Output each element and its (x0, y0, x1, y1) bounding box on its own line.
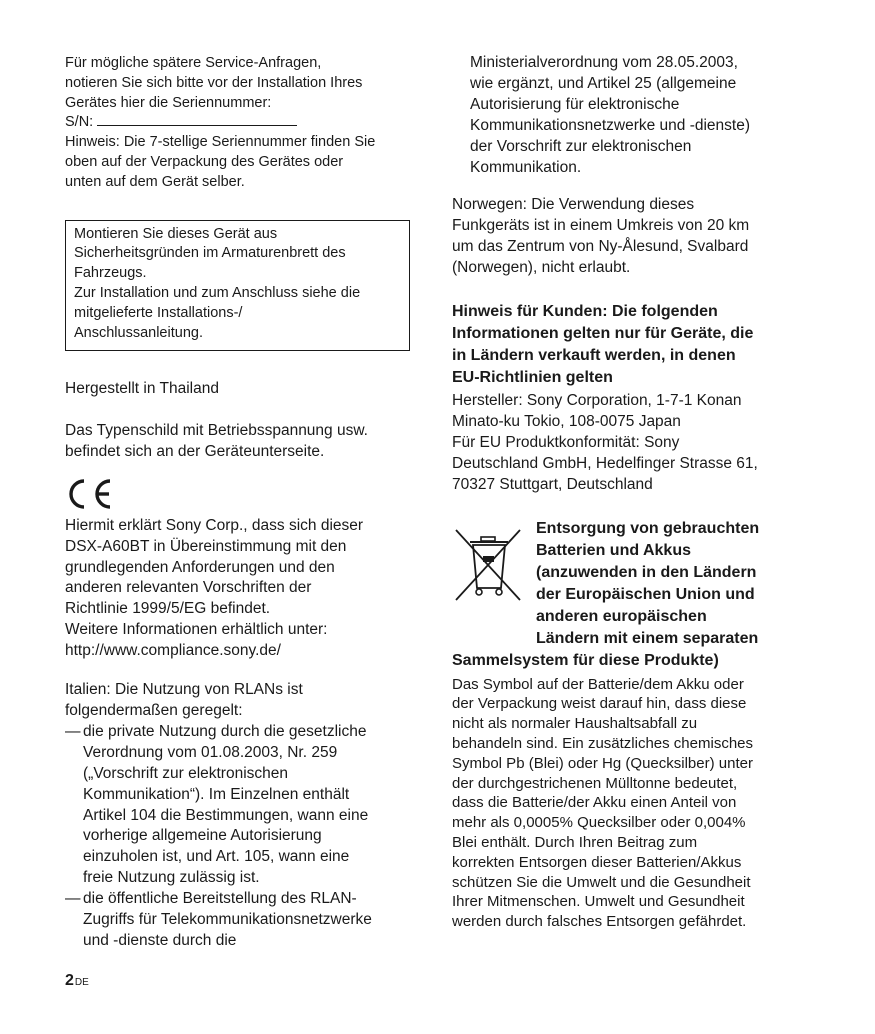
text-line: einzuholen ist, und Art. 105, wann eine (83, 848, 350, 866)
service-note (65, 54, 415, 193)
text-line: folgendermaßen geregelt: (65, 701, 243, 719)
made-in (65, 379, 415, 400)
text-line: notieren Sie sich bitte vor der Installation Ihres (65, 74, 363, 91)
text-line: der Verpackung weist darauf hin, dass diese (452, 695, 747, 713)
heading-line: Informationen gelten nur für Geräte, die (452, 325, 754, 343)
text-line: Italien: Die Nutzung von RLANs ist (65, 681, 303, 699)
text-line: korrekten Entsorgen dieser Batterien/Akkus (452, 853, 742, 871)
text-line: Das Typenschild mit Betriebsspannung usw. (65, 421, 368, 439)
text-line: Montieren Sie dieses Gerät aus (74, 225, 278, 242)
text-line: Gerätes hier die Seriennummer: (65, 94, 272, 111)
text-line: freie Nutzung zulässig ist. (83, 869, 260, 887)
heading-line: Entsorgung von gebrauchten (536, 519, 760, 537)
text-line: Ministerialverordnung vom 28.05.2003, (470, 54, 738, 71)
text-line: Norwegen: Die Verwendung dieses (452, 196, 695, 214)
text-line: (Norwegen), nicht erlaubt. (452, 259, 631, 277)
text-line: Weitere Informationen erhältlich unter: (65, 621, 328, 639)
text-line: Kommunikationsnetzwerke und -dienste) (470, 116, 750, 134)
text-line: („Vorschrift zur elektronischen (83, 764, 289, 782)
text-line: — die private Nutzung durch die gesetzliche (83, 722, 367, 740)
text-line: behandeln sind. Ein zusätzliches chemisches (452, 734, 754, 752)
text-line: Hinweis: Die 7-stellige Seriennummer finden Sie (65, 134, 376, 151)
text-line: vorherige allgemeine Autorisierung (83, 827, 322, 845)
text-line: dass die Batterie/der Akku einen Anteil von (452, 794, 737, 812)
text-line: Für mögliche spätere Service-Anfragen, (65, 55, 322, 71)
battery-section (452, 518, 797, 932)
heading-line: Sammelsystem für diese Produkte) (452, 651, 719, 669)
text-line: befindet sich an der Geräteunterseite. (65, 442, 325, 460)
text-line: Zugriffs für Telekommunikationsnetzwerke (83, 911, 372, 929)
text-line: Ihrer Mitmenschen. Umwelt und Gesundheit (452, 893, 745, 911)
right-column (452, 0, 797, 932)
text-line: — die öffentliche Bereitstellung des RLAN- (83, 890, 357, 908)
serial-number-row (65, 113, 415, 133)
text-line: der Vorschrift zur elektronischen (470, 137, 692, 155)
text-line: Artikel 104 die Bestimmungen, wann eine (83, 806, 369, 824)
text-line: unten auf dem Gerät selber. (65, 173, 245, 190)
page-number (65, 972, 89, 990)
heading-line: Ländern mit einem separaten (536, 629, 759, 647)
serial-number-label: S/N: (65, 114, 94, 131)
declaration (65, 516, 415, 662)
text-line: werden durch falsches Entsorgen gefährdet. (452, 913, 747, 931)
page-number-value: 2 (65, 972, 74, 989)
text-line: Kommunikation“). Im Einzelnen enthält (83, 785, 350, 803)
text-line: Hersteller: Sony Corporation, 1-7-1 Konan (452, 392, 742, 410)
text-line: Richtlinie 1999/5/EG befindet. (65, 600, 271, 618)
norway-section (452, 195, 797, 279)
text-line: Das Symbol auf der Batterie/dem Akku oder (452, 675, 744, 693)
text-line: oben auf der Verpackung des Gerätes oder (65, 153, 344, 170)
battery-body (452, 675, 797, 932)
text-line: um das Zentrum von Ny-Ålesund, Svalbard (452, 238, 749, 256)
text-line: der durchgestrichenen Mülltonne bedeutet, (452, 774, 738, 792)
ce-mark-icon (65, 475, 117, 513)
text-line: Anschlussanleitung. (74, 325, 203, 342)
typeplate-note (65, 421, 415, 463)
text-line: Symbol Pb (Blei) oder Hg (Quecksilber) unter (452, 754, 753, 772)
eu-heading (452, 301, 797, 389)
page-language-code: DE (74, 977, 89, 988)
text-line: Hiermit erklärt Sony Corp., dass sich dieser (65, 516, 364, 534)
text-line: nicht als normaler Haushaltsabfall zu (452, 715, 698, 733)
compliance-url: http://www.compliance.sony.de/ (65, 642, 281, 660)
text-line: DSX-A60BT in Übereinstimmung mit den (65, 537, 347, 555)
serial-number-blank (97, 113, 297, 126)
heading-line: in Ländern verkauft werden, in denen (452, 347, 736, 365)
text-line: Sicherheitsgründen im Armaturenbrett des (74, 245, 346, 262)
text-line: Autorisierung für elektronische (470, 95, 680, 113)
text-line: Hergestellt in Thailand (65, 380, 219, 398)
text-line: wie ergänzt, und Artikel 25 (allgemeine (470, 74, 737, 92)
text-line: Zur Installation und zum Anschluss siehe die (74, 285, 361, 302)
text-line: schützen Sie die Umwelt und die Gesundheit (452, 873, 751, 891)
italy-section (65, 680, 415, 952)
list-item (65, 722, 415, 889)
text-line: 70327 Stuttgart, Deutschland (452, 475, 653, 493)
text-line: Kommunikation. (470, 158, 582, 176)
heading-line: EU-Richtlinien gelten (452, 369, 613, 387)
left-column (65, 0, 415, 952)
text-line: Verordnung vom 01.08.2003, Nr. 259 (83, 743, 338, 761)
heading-line: Hinweis für Kunden: Die folgenden (452, 303, 718, 321)
crossed-out-bin-icon (452, 526, 524, 606)
heading-line: der Europäischen Union und (536, 585, 755, 603)
text-line: und -dienste durch die (83, 931, 237, 949)
heading-line: Batterien und Akkus (536, 541, 691, 559)
text-line: Für EU Produktkonformität: Sony (452, 433, 680, 451)
italy-list (65, 722, 415, 952)
text-line: Blei enthält. Durch Ihren Beitrag zum (452, 833, 698, 851)
mounting-notice-box (65, 220, 410, 351)
text-line: Funkgeräts ist in einem Umkreis von 20 km (452, 217, 750, 235)
text-line: Minato-ku Tokio, 108-0075 Japan (452, 412, 681, 430)
heading-line: (anzuwenden in den Ländern (536, 563, 757, 581)
text-line: Deutschland GmbH, Hedelfinger Strasse 61, (452, 454, 758, 472)
text-line: mehr als 0,0005% Quecksilber oder 0,004% (452, 814, 746, 832)
text-line: mitgelieferte Installations-/ (74, 305, 243, 322)
heading-line: anderen europäischen (536, 607, 707, 625)
text-line: Fahrzeugs. (74, 265, 147, 282)
text-line: anderen relevanten Vorschriften der (65, 579, 312, 597)
eu-body (452, 391, 797, 496)
text-line: grundlegenden Anforderungen und den (65, 558, 335, 576)
list-item (65, 889, 415, 952)
italy-continuation (452, 53, 797, 178)
